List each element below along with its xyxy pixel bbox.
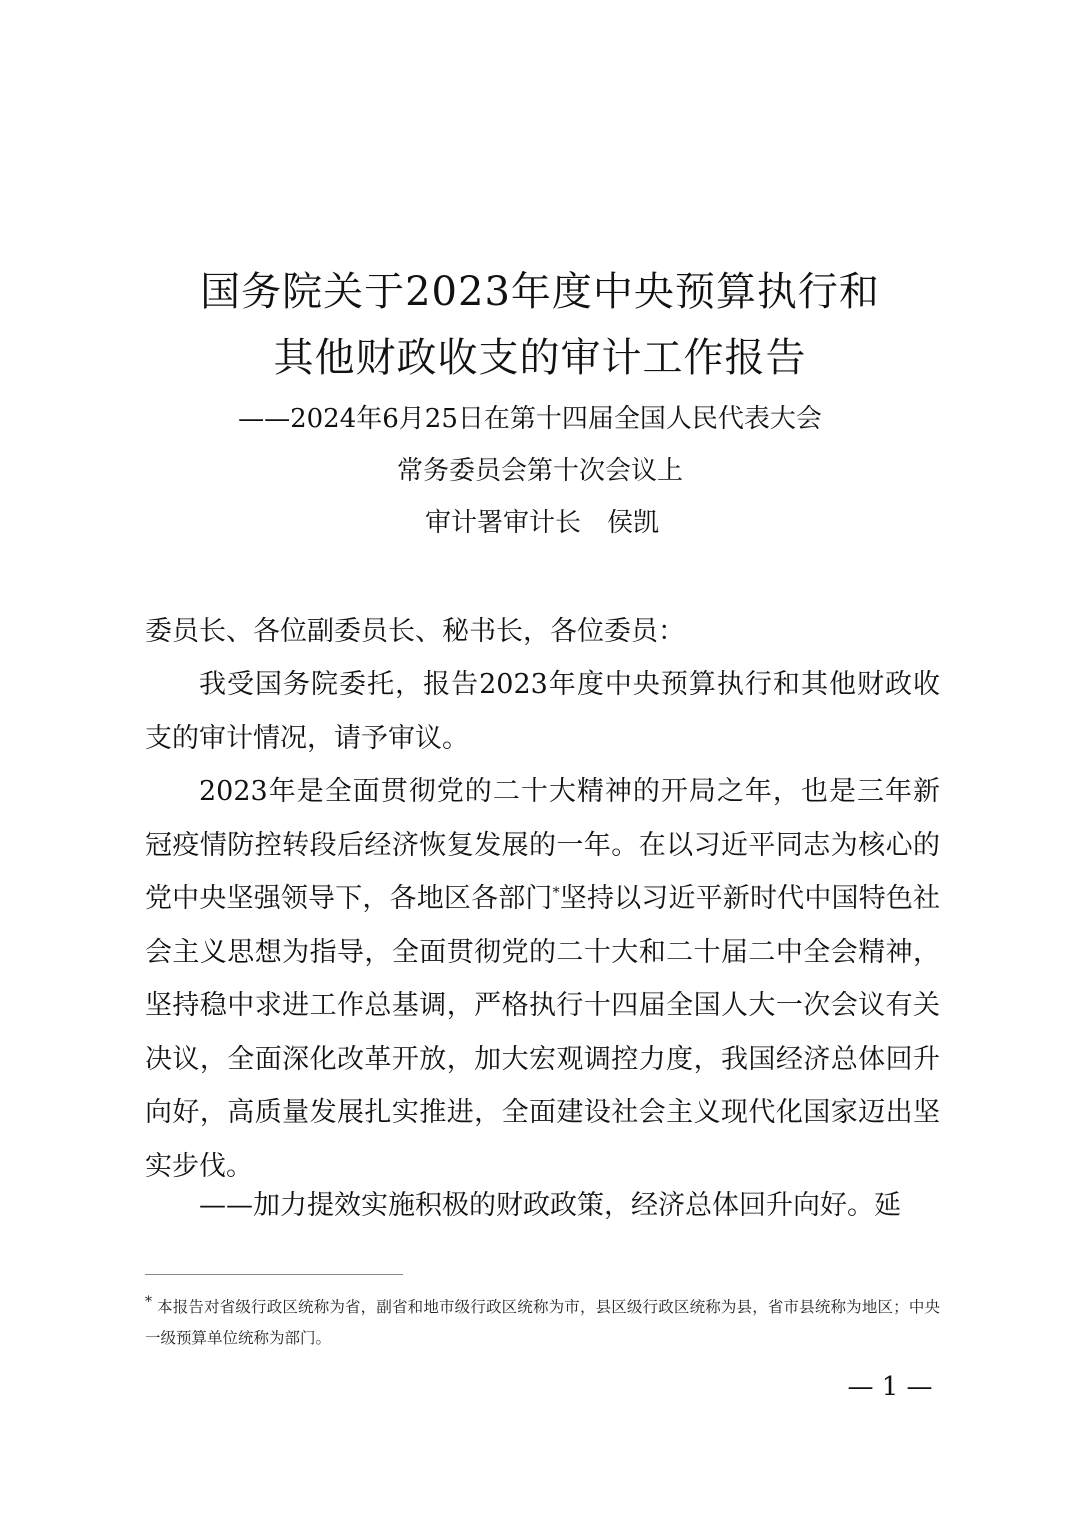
footnote-text: 本报告对省级行政区统称为省，副省和地市级行政区统称为市，县区级行政区统称为县，省市县统称为地区；中央一级预算单位统称为部门。 (145, 1298, 940, 1347)
paragraph-2 (145, 765, 940, 1193)
footnote (145, 1292, 940, 1354)
paragraph-2-part-2: 坚持以习近平新时代中国特色社会主义思想为指导，全面贯彻党的二十大和二十届二中全会精神，坚持稳中求进工作总基调，严格执行十四届全国人大一次会议有关决议，全面深化改革开放，加大宏观调控力度，我国经济总体回升向好，高质量发展扎实推进，全面建设社会主义现代化国家迈出坚实步伐。 (145, 883, 941, 1182)
speaker: 审计署审计长 侯凯 (424, 508, 659, 538)
paragraph-3: ——加力提效实施积极的财政政策，经济总体回升向好。延 (199, 1190, 901, 1221)
footnote-reference-mark: * (552, 885, 560, 901)
greeting: 委员长、各位副委员长、秘书长，各位委员： (145, 616, 685, 647)
report-title-line-1: 国务院关于2023年度中央预算执行和 (200, 269, 880, 315)
footnote-mark: * (145, 1293, 152, 1310)
page-number: — 1 — (847, 1372, 933, 1402)
report-title-line-2: 其他财政收支的审计工作报告 (273, 335, 807, 381)
paragraph-1: 我受国务院委托，报告2023年度中央预算执行和其他财政收支的审计情况，请予审议。 (145, 669, 940, 754)
subtitle-line-1: ——2024年6月25日在第十四届全国人民代表大会 (238, 404, 822, 434)
footnote-divider (145, 1274, 403, 1275)
paragraph-2-part-1: 2023年是全面贯彻党的二十大精神的开局之年，也是三年新冠疫情防控转段后经济恢复发展的一年。在以习近平同志为核心的党中央坚强领导下，各地区各部门 (145, 776, 940, 914)
subtitle-line-2: 常务委员会第十次会议上 (396, 456, 683, 486)
